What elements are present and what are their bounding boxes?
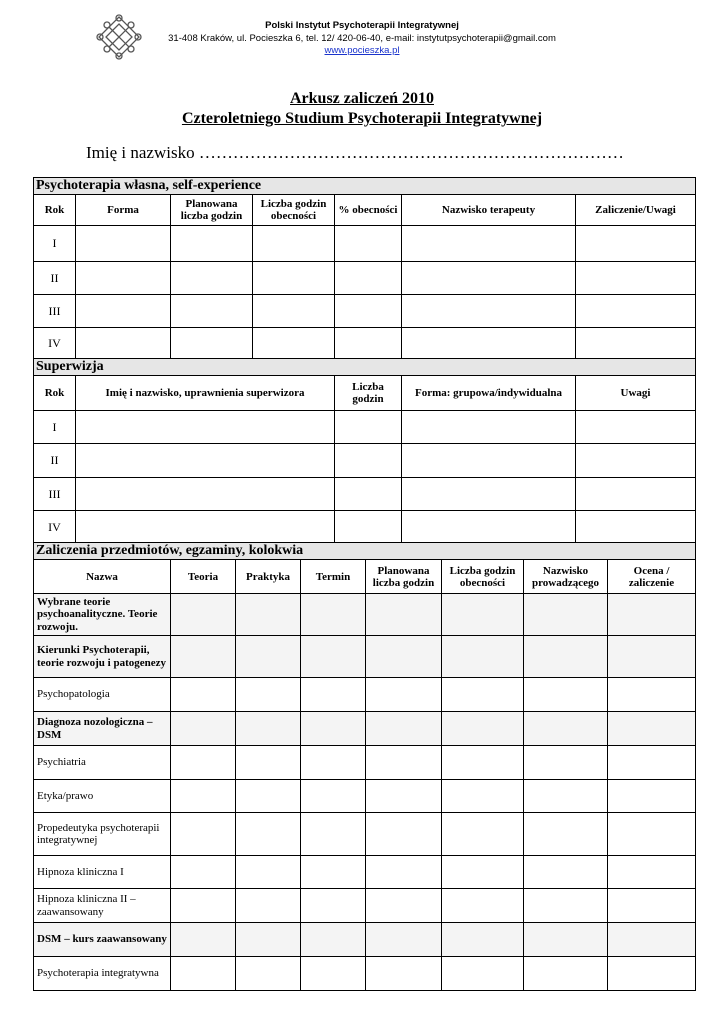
- form-cell[interactable]: [335, 295, 402, 328]
- form-cell[interactable]: [76, 411, 335, 444]
- form-cell[interactable]: [524, 780, 608, 813]
- column-header: Zaliczenie/Uwagi: [576, 195, 696, 226]
- form-cell[interactable]: [171, 889, 236, 923]
- column-header: Rok: [34, 195, 76, 226]
- form-cell[interactable]: [442, 923, 524, 957]
- form-cell[interactable]: [608, 889, 696, 923]
- form-cell[interactable]: [576, 226, 696, 262]
- form-cell[interactable]: [236, 636, 301, 678]
- subject-name: Psychiatria: [34, 746, 171, 780]
- table-row: [34, 636, 696, 678]
- column-header: Termin: [301, 560, 366, 594]
- form-cell[interactable]: [301, 923, 366, 957]
- celtic-knot-icon: [96, 14, 142, 60]
- form-cell[interactable]: [366, 712, 442, 746]
- form-cell[interactable]: [76, 262, 171, 295]
- column-header: Rok: [34, 376, 76, 411]
- subject-name: DSM – kurs zaawansowany: [34, 923, 171, 957]
- form-cell[interactable]: [171, 678, 236, 712]
- row-label: I: [34, 411, 76, 444]
- form-cell[interactable]: [301, 889, 366, 923]
- form-cell[interactable]: [576, 478, 696, 511]
- form-cell[interactable]: [301, 813, 366, 856]
- form-cell[interactable]: [402, 262, 576, 295]
- form-cell[interactable]: [608, 813, 696, 856]
- form-cell[interactable]: [524, 746, 608, 780]
- form-cell[interactable]: [366, 923, 442, 957]
- form-cell[interactable]: [236, 712, 301, 746]
- form-cell[interactable]: [524, 594, 608, 636]
- row-label: II: [34, 444, 76, 478]
- document-title: Arkusz zaliczeń 2010: [290, 90, 434, 107]
- column-header: Forma: grupowa/indywidualna: [402, 376, 576, 411]
- form-cell[interactable]: [366, 746, 442, 780]
- form-cell[interactable]: [171, 746, 236, 780]
- form-cell[interactable]: [171, 856, 236, 889]
- form-cell[interactable]: [171, 712, 236, 746]
- form-cell[interactable]: [524, 889, 608, 923]
- section-title: Psychoterapia własna, self-experience: [34, 178, 696, 195]
- form-cell[interactable]: [442, 856, 524, 889]
- form-cell[interactable]: [171, 594, 236, 636]
- table-row: [34, 813, 696, 856]
- form-cell[interactable]: [608, 594, 696, 636]
- row-label: IV: [34, 511, 76, 544]
- form-cell[interactable]: [236, 856, 301, 889]
- form-cell[interactable]: [576, 295, 696, 328]
- form-cell[interactable]: [442, 594, 524, 636]
- subjects-table: [33, 542, 696, 991]
- form-cell[interactable]: [402, 411, 576, 444]
- column-header: Nazwisko terapeuty: [402, 195, 576, 226]
- form-cell[interactable]: [301, 594, 366, 636]
- document-subtitle: Czteroletniego Studium Psychoterapii Integratywnej: [181, 110, 543, 127]
- form-cell[interactable]: [236, 813, 301, 856]
- row-label: I: [34, 226, 76, 262]
- form-cell[interactable]: [171, 923, 236, 957]
- form-cell[interactable]: [576, 328, 696, 360]
- website-link[interactable]: www.pocieszka.pl: [324, 45, 400, 56]
- form-cell[interactable]: [236, 780, 301, 813]
- form-cell[interactable]: [301, 746, 366, 780]
- form-cell[interactable]: [253, 295, 335, 328]
- form-cell[interactable]: [608, 780, 696, 813]
- table-row: [34, 746, 696, 780]
- subject-name: Hipnoza kliniczna I: [34, 856, 171, 889]
- column-header: Uwagi: [576, 376, 696, 411]
- form-cell[interactable]: [171, 813, 236, 856]
- column-header: Planowana liczba godzin: [171, 195, 253, 226]
- form-cell[interactable]: [366, 636, 442, 678]
- table-row: [34, 678, 696, 712]
- subject-name: Hipnoza kliniczna II – zaawansowany: [34, 889, 171, 923]
- form-cell[interactable]: [253, 262, 335, 295]
- form-cell[interactable]: [576, 411, 696, 444]
- form-cell[interactable]: [402, 226, 576, 262]
- column-header: Planowana liczba godzin: [366, 560, 442, 594]
- org-address: 31-408 Kraków, ul. Pocieszka 6, tel. 12/ 420-06-40, e-mail: instytutpsychoterapii@gmail.com: [168, 33, 556, 44]
- org-name: Polski Instytut Psychoterapii Integratywnej: [265, 20, 459, 31]
- form-cell[interactable]: [335, 328, 402, 360]
- form-cell[interactable]: [335, 262, 402, 295]
- form-cell[interactable]: [76, 478, 335, 511]
- table-row: [34, 856, 696, 889]
- form-cell[interactable]: [301, 780, 366, 813]
- form-cell[interactable]: [76, 295, 171, 328]
- form-cell[interactable]: [608, 923, 696, 957]
- form-cell[interactable]: [608, 712, 696, 746]
- form-cell[interactable]: [301, 678, 366, 712]
- column-header: Nazwa: [34, 560, 171, 594]
- form-cell[interactable]: [402, 511, 576, 544]
- form-cell[interactable]: [236, 678, 301, 712]
- form-cell[interactable]: [76, 226, 171, 262]
- form-cell[interactable]: [171, 636, 236, 678]
- form-cell[interactable]: [301, 856, 366, 889]
- column-header: % obecności: [335, 195, 402, 226]
- form-cell[interactable]: [366, 780, 442, 813]
- form-cell[interactable]: [402, 328, 576, 360]
- form-cell[interactable]: [335, 478, 402, 511]
- form-cell[interactable]: [524, 678, 608, 712]
- column-header: Liczba godzin obecności: [442, 560, 524, 594]
- form-cell[interactable]: [608, 856, 696, 889]
- self-experience-table: [33, 177, 696, 360]
- form-cell[interactable]: [524, 957, 608, 991]
- form-cell[interactable]: [301, 636, 366, 678]
- subject-name: Psychopatologia: [34, 678, 171, 712]
- form-cell[interactable]: [236, 957, 301, 991]
- table-row: [34, 889, 696, 923]
- table-row: [34, 923, 696, 957]
- name-field[interactable]: Imię i nazwisko …………………………………………………………………: [86, 143, 624, 162]
- form-cell[interactable]: [442, 813, 524, 856]
- row-label: IV: [34, 328, 76, 360]
- section-title: Superwizja: [34, 359, 696, 376]
- column-header: Liczba godzin obecności: [253, 195, 335, 226]
- form-cell[interactable]: [608, 746, 696, 780]
- form-cell[interactable]: [524, 856, 608, 889]
- table-row: [34, 780, 696, 813]
- letterhead: [0, 0, 724, 60]
- form-cell[interactable]: [576, 262, 696, 295]
- form-cell[interactable]: [171, 957, 236, 991]
- form-cell[interactable]: [171, 295, 253, 328]
- form-cell[interactable]: [366, 957, 442, 991]
- table-row: [34, 712, 696, 746]
- table-row: [34, 957, 696, 991]
- form-cell[interactable]: [524, 636, 608, 678]
- form-cell[interactable]: [253, 328, 335, 360]
- form-cell[interactable]: [366, 889, 442, 923]
- form-cell[interactable]: [608, 636, 696, 678]
- form-cell[interactable]: [335, 444, 402, 478]
- subject-name: Propedeutyka psychoterapii integratywnej: [34, 813, 171, 856]
- form-cell[interactable]: [442, 889, 524, 923]
- form-cell[interactable]: [608, 678, 696, 712]
- form-cell[interactable]: [366, 678, 442, 712]
- column-header: Teoria: [171, 560, 236, 594]
- form-cell[interactable]: [442, 678, 524, 712]
- form-cell[interactable]: [608, 957, 696, 991]
- row-label: III: [34, 478, 76, 511]
- form-cell[interactable]: [301, 957, 366, 991]
- form-cell[interactable]: [171, 328, 253, 360]
- form-cell[interactable]: [402, 444, 576, 478]
- form-cell[interactable]: [442, 746, 524, 780]
- form-cell[interactable]: [76, 328, 171, 360]
- subject-name: Diagnoza nozologiczna – DSM: [34, 712, 171, 746]
- form-cell[interactable]: [171, 262, 253, 295]
- form-cell[interactable]: [576, 511, 696, 544]
- form-cell[interactable]: [442, 957, 524, 991]
- subject-name: Wybrane teorie psychoanalityczne. Teorie rozwoju.: [34, 594, 171, 636]
- form-cell[interactable]: [76, 444, 335, 478]
- form-cell[interactable]: [236, 746, 301, 780]
- form-cell[interactable]: [236, 923, 301, 957]
- form-cell[interactable]: [366, 813, 442, 856]
- form-cell[interactable]: [171, 226, 253, 262]
- row-label: II: [34, 262, 76, 295]
- form-cell[interactable]: [402, 295, 576, 328]
- form-cell[interactable]: [524, 712, 608, 746]
- subject-name: Etyka/prawo: [34, 780, 171, 813]
- form-cell[interactable]: [442, 780, 524, 813]
- form-cell[interactable]: [576, 444, 696, 478]
- form-cell[interactable]: [335, 511, 402, 544]
- form-cell[interactable]: [366, 594, 442, 636]
- form-cell[interactable]: [442, 636, 524, 678]
- subject-name: Psychoterapia integratywna: [34, 957, 171, 991]
- form-cell[interactable]: [301, 712, 366, 746]
- form-cell[interactable]: [236, 889, 301, 923]
- form-cell[interactable]: [335, 226, 402, 262]
- form-cell[interactable]: [253, 226, 335, 262]
- column-header: Nazwisko prowadzącego: [524, 560, 608, 594]
- form-cell[interactable]: [171, 780, 236, 813]
- form-cell[interactable]: [442, 712, 524, 746]
- form-cell[interactable]: [236, 594, 301, 636]
- column-header: Forma: [76, 195, 171, 226]
- form-cell[interactable]: [524, 923, 608, 957]
- supervision-table: [33, 358, 696, 544]
- form-cell[interactable]: [524, 813, 608, 856]
- subject-name: Kierunki Psychoterapii, teorie rozwoju i patogenezy: [34, 636, 171, 678]
- section-title: Zaliczenia przedmiotów, egzaminy, kolokwia: [34, 543, 696, 560]
- form-cell[interactable]: [76, 511, 335, 544]
- column-header: Imię i nazwisko, uprawnienia superwizora: [76, 376, 335, 411]
- form-cell[interactable]: [335, 411, 402, 444]
- column-header: Liczba godzin: [335, 376, 402, 411]
- column-header: Praktyka: [236, 560, 301, 594]
- form-cell[interactable]: [366, 856, 442, 889]
- row-label: III: [34, 295, 76, 328]
- column-header: Ocena / zaliczenie: [608, 560, 696, 594]
- table-row: [34, 594, 696, 636]
- form-cell[interactable]: [402, 478, 576, 511]
